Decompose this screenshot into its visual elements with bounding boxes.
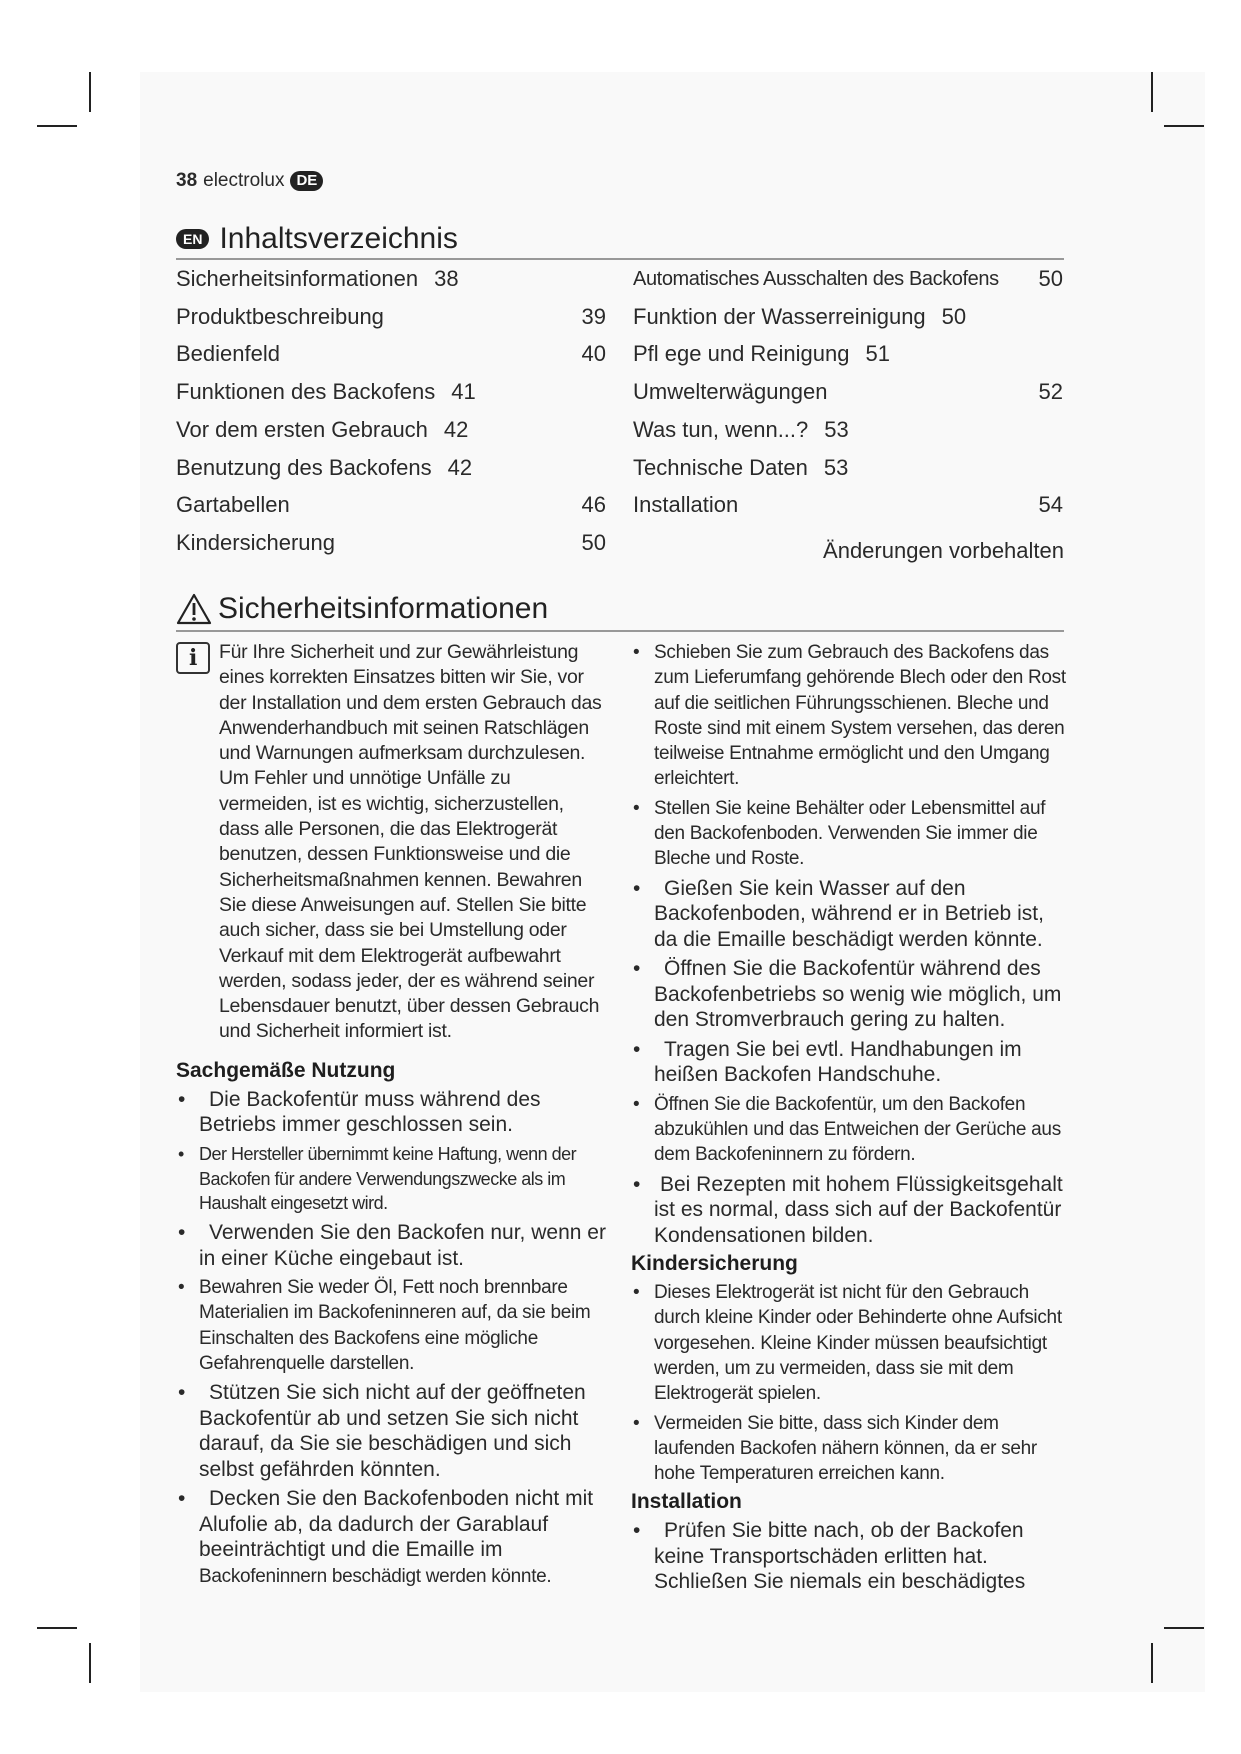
- toc-entry-title: Sicherheitsinformationen: [176, 266, 419, 291]
- list-item-text: Prüfen Sie bitte nach, ob der Backofen keine Transportschäden erlitten hat. Schließen Sie niemals ein beschädigtes: [654, 1519, 1026, 1594]
- crop-mark: [89, 72, 91, 112]
- toc-entry-title: Technische Daten: [633, 454, 808, 480]
- list-item-text: Dieses Elektrogerät ist nicht für den Gebrauch durch kleine Kinder oder Behinderte ohne Aufsicht vorgesehen. Kleine Kinder müssen beaufsichtigt werden, um zu vermeiden, dass sie mit dem Elektrogerät spielen.: [654, 1282, 1062, 1405]
- safety-right-column: [631, 640, 1069, 1599]
- toc-note: Änderungen vorbehalten: [823, 538, 1064, 563]
- list-item-text: Öffnen Sie die Backofentür während des Backofenbetriebs so wenig wie möglich, um den Stromverbrauch gering zu halten.: [654, 957, 1062, 1032]
- toc-entry: [176, 526, 606, 560]
- toc-entry-page: 52: [1038, 379, 1063, 405]
- page-number: 38: [176, 170, 198, 191]
- toc-entry-title: Was tun, wenn...?: [633, 416, 809, 442]
- toc-entry-title: Produktbeschreibung: [176, 303, 384, 329]
- list-item: [631, 1172, 1069, 1249]
- toc-entry: [176, 375, 606, 409]
- toc-entry-title: Pfl ege und Reinigung: [633, 341, 850, 367]
- toc-entry-page: 50: [1038, 266, 1063, 291]
- list-item: [176, 1142, 608, 1216]
- info-icon: i: [176, 642, 210, 674]
- list-item: [176, 1220, 608, 1271]
- toc-entry-page: 42: [443, 416, 469, 442]
- toc-entry-title: Automatisches Ausschalten des Backofens: [633, 268, 999, 290]
- toc-entry-title: Kindersicherung: [176, 529, 335, 555]
- page-header: [176, 170, 323, 192]
- toc-entry: [633, 451, 1063, 485]
- list-item-text: Die Backofentür muss während des Betriebs immer geschlossen sein.: [199, 1087, 541, 1137]
- brand-name: electrolux: [203, 170, 285, 191]
- toc-heading: Inhaltsverzeichnis: [219, 222, 458, 255]
- safety-left-column: [176, 640, 608, 1589]
- language-badge-en: EN: [176, 229, 209, 249]
- list-item: [176, 1275, 608, 1376]
- toc-entry: [633, 488, 1063, 522]
- toc-entry-page: 46: [581, 492, 606, 518]
- toc-entry: [176, 300, 606, 334]
- list-item-text: Bei Rezepten mit hohem Flüssigkeitsgehalt ist es normal, dass sich auf der Backofentür Kondensationen bilden.: [654, 1172, 1063, 1247]
- toc-entry: [633, 337, 1063, 371]
- toc-entry-page: 39: [581, 303, 606, 329]
- installation-list: [631, 1518, 1069, 1595]
- toc-entry-title: Installation: [633, 492, 739, 518]
- list-item-text: Bewahren Sie weder Öl, Fett noch brennbare Materialien im Backofeninneren auf, da sie beim Einschalten des Backofens eine mögliche Gefahrenquelle darstellen.: [199, 1277, 591, 1375]
- toc-entry-page: 50: [941, 303, 967, 329]
- safety-title: [176, 592, 548, 626]
- toc-entry-title: Benutzung des Backofens: [176, 454, 432, 480]
- list-item: [631, 956, 1069, 1033]
- list-item-text: Tragen Sie bei evtl. Handhabungen im heißen Backofen Handschuhe.: [654, 1037, 1022, 1087]
- safety-rule: [176, 630, 1064, 632]
- toc-entry-page: 40: [581, 341, 606, 367]
- installation-heading: Installation: [631, 1490, 742, 1514]
- toc-entry-page: 51: [865, 341, 890, 367]
- list-item-text: Stützen Sie sich nicht auf der geöffneten Backofentür ab und setzen Sie sich nicht darauf, da Sie sie beschädigen und sich selbst gefährden könnten.: [199, 1381, 586, 1481]
- toc-entry: [176, 262, 606, 296]
- toc-entry: [176, 488, 606, 522]
- list-item: [631, 1092, 1069, 1168]
- crop-mark: [37, 1627, 77, 1629]
- toc-entry-page: 53: [824, 416, 849, 442]
- crop-mark: [37, 125, 77, 127]
- list-item-text: Schieben Sie zum Gebrauch des Backofens das zum Lieferumfang gehörende Blech oder den Rost auf die seitlichen Führungsschienen. Bleche und Roste sind mit einem System versehen, das deren teilweise Entnahme ermöglicht und den Umgang erleichtert.: [654, 642, 1066, 790]
- list-item: [176, 1380, 608, 1482]
- toc-entry-page: 41: [451, 379, 476, 405]
- toc-entry-page: 42: [447, 454, 473, 480]
- child-safety-heading: Kindersicherung: [631, 1252, 798, 1276]
- list-item-text: Backofeninnern beschädigt werden könnte.: [199, 1565, 552, 1587]
- list-item-text: Öffnen Sie die Backofentür, um den Backofen abzukühlen und das Entweichen der Gerüche aus dem Backofeninnern zu fördern.: [654, 1093, 1061, 1166]
- list-item-text: Der Hersteller übernimmt keine Haftung, wenn der Backofen für andere Verwendungszwecke als im Haushalt eingesetzt wird.: [199, 1143, 577, 1214]
- language-badge: DE: [290, 171, 323, 191]
- crop-mark: [1164, 1627, 1204, 1629]
- toc-entry-page: 54: [1038, 492, 1063, 518]
- toc-entry-page: 38: [434, 266, 459, 291]
- toc-entry-page: 50: [581, 529, 606, 555]
- list-item: [631, 1411, 1069, 1487]
- list-item-text: Gießen Sie kein Wasser auf den Backofenboden, während er in Betrieb ist, da die Emaille beschädigt werden könnte.: [654, 876, 1044, 951]
- toc-entry-title: Vor dem ersten Gebrauch: [176, 416, 428, 442]
- intro-text: Für Ihre Sicherheit und zur Gewährleistung eines korrekten Einsatzes bitten wir Sie, vor der Installation und dem ersten Gebrauch das Anwenderhandbuch mit seinen Ratschlägen und Warnungen aufmerksam durchzulesen. Um Fehler und unnötige Unfälle zu vermeiden, ist es wichtig, sicherzustellen, dass alle Personen, die das Elektrogerät benutzen, dessen Funktionsweise und die Sicherheitsmaßnahmen kennen. Bewahren Sie diese Anweisungen auf. Stellen Sie bitte auch sicher, dass sie bei Umstellung oder Verkauf mit dem Elektrogerät aufbewahrt werden, sodass jeder, der es während seiner Lebensdauer benutzt, über dessen Gebrauch und Sicherheit informiert ist.: [219, 641, 602, 1043]
- toc-entry-title: Bedienfeld: [176, 341, 280, 367]
- crop-mark: [1164, 125, 1204, 127]
- list-item: [631, 876, 1069, 953]
- toc-entry: [633, 375, 1063, 409]
- usage-heading: Sachgemäße Nutzung: [176, 1058, 396, 1082]
- toc-entry: [633, 300, 1063, 334]
- crop-mark: [89, 1643, 91, 1683]
- toc-entry-page: 53: [823, 454, 849, 480]
- safety-heading: Sicherheitsinformationen: [218, 592, 549, 625]
- list-item-text: Verwenden Sie den Backofen nur, wenn er in einer Küche eingebaut ist.: [199, 1221, 606, 1270]
- list-item-text: Decken Sie den Backofenboden nicht mit Alufolie ab, da dadurch der Garablauf beeinträchtigt und die Emaille im: [199, 1487, 594, 1562]
- child-safety-list: [631, 1280, 1069, 1486]
- toc-entry-title: Funktion der Wasserreinigung: [633, 303, 926, 329]
- crop-mark: [1151, 1643, 1153, 1683]
- usage-list: [176, 1087, 608, 1590]
- list-item: [631, 796, 1069, 872]
- list-item: [631, 1518, 1069, 1595]
- list-item-text: Vermeiden Sie bitte, dass sich Kinder dem laufenden Backofen nähern können, da er sehr hohe Temperaturen erreichen kann.: [654, 1412, 1037, 1485]
- toc-title: [176, 222, 458, 256]
- toc-entry-title: Umwelterwägungen: [633, 379, 828, 405]
- list-item: [631, 1280, 1069, 1406]
- list-item: [631, 640, 1069, 792]
- toc-entry: [176, 451, 606, 485]
- toc-entry-title: Gartabellen: [176, 492, 290, 518]
- toc-entry: [633, 262, 1063, 296]
- crop-mark: [1151, 72, 1153, 112]
- list-item: [631, 1037, 1069, 1088]
- toc-rule: [176, 258, 1064, 260]
- toc-entry-title: Funktionen des Backofens: [176, 379, 436, 405]
- toc-entry: [176, 413, 606, 447]
- list-item-text: Stellen Sie keine Behälter oder Lebensmittel auf den Backofenboden. Verwenden Sie immer die Bleche und Roste.: [654, 797, 1046, 870]
- list-item: [176, 1486, 608, 1589]
- warning-icon: [176, 593, 212, 625]
- list-item: [176, 1087, 608, 1138]
- toc-entry: [633, 413, 1063, 447]
- usage-list-continued: [631, 640, 1069, 1248]
- info-block: [176, 640, 608, 1045]
- toc-entry: [176, 337, 606, 371]
